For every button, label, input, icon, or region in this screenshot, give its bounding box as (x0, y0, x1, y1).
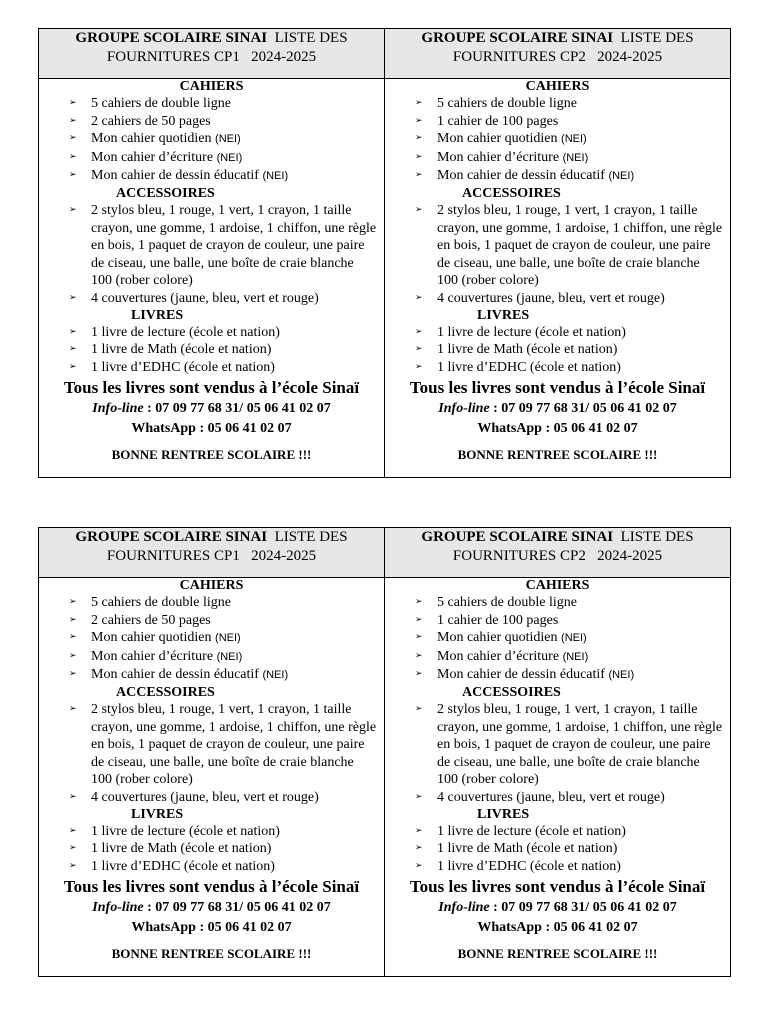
section-title-livres: LIVRES (477, 307, 530, 323)
arrowhead-bullet-icon: ➢ (415, 115, 423, 126)
list-item (385, 341, 730, 359)
list-item (39, 789, 384, 807)
arrowhead-bullet-icon: ➢ (415, 292, 423, 303)
list-header-cp1 (39, 29, 385, 79)
item-text: 1 cahier de 100 pages (437, 113, 559, 129)
school-name: GROUPE SCOLAIRE SINAI (75, 529, 268, 545)
arrowhead-bullet-icon: ➢ (69, 170, 77, 181)
arrowhead-bullet-icon: ➢ (415, 204, 423, 215)
list-item (39, 359, 384, 377)
arrowhead-bullet-icon: ➢ (69, 860, 77, 871)
books-sold-notice: Tous les livres sont vendus à l’école Sinaï (409, 378, 706, 398)
list-title-grade-year: FOURNITURES CP1 2024-2025 (106, 548, 317, 564)
item-text: 5 cahiers de double ligne (437, 595, 577, 610)
item-text: 1 livre de lecture (école et nation) (91, 823, 280, 839)
arrowhead-bullet-icon: ➢ (69, 98, 77, 108)
section-title-livres: LIVRES (131, 307, 184, 323)
infoline-contact (39, 399, 384, 418)
greeting-text: BONNE RENTREE SCOLAIRE !!! (111, 946, 312, 962)
arrowhead-bullet-icon: ➢ (69, 151, 77, 162)
infoline-numbers: : 07 09 77 68 31/ 05 06 41 02 07 (489, 900, 677, 916)
item-text: Mon cahier d’écriture (437, 149, 560, 165)
arrowhead-bullet-icon: ➢ (69, 825, 77, 836)
livres-list (39, 324, 384, 377)
infoline-numbers: : 07 09 77 68 31/ 05 06 41 02 07 (143, 900, 331, 916)
publisher-tag: (NEI) (216, 151, 243, 164)
list-item (39, 167, 384, 186)
books-sold-notice: Tous les livres sont vendus à l’école Sinaï (63, 877, 360, 897)
list-item (385, 167, 730, 186)
publisher-tag: (NEI) (215, 632, 241, 645)
item-text: Mon cahier d’écriture (91, 149, 214, 165)
section-title-cahiers: CAHIERS (179, 79, 244, 94)
section-title-livres: LIVRES (131, 806, 184, 822)
list-item (385, 701, 730, 789)
list-item (39, 130, 384, 149)
item-text: Mon cahier de dessin éducatif (437, 667, 605, 683)
item-text: 4 couvertures (jaune, bleu, vert et rouge) (91, 789, 319, 805)
livres-list (385, 823, 730, 876)
arrowhead-bullet-icon: ➢ (69, 597, 77, 607)
list-item (39, 95, 384, 113)
list-item (39, 290, 384, 308)
list-item (39, 202, 384, 290)
publisher-tag: (NEI) (562, 151, 589, 164)
list-item (385, 95, 730, 113)
item-text: 1 livre de Math (école et nation) (437, 342, 618, 358)
arrowhead-bullet-icon: ➢ (415, 326, 423, 337)
list-header-cp2 (385, 528, 731, 578)
list-item (385, 629, 730, 648)
item-text: 1 livre de Math (école et nation) (91, 841, 272, 857)
publisher-tag: (NEI) (262, 170, 289, 183)
infoline-contact (385, 399, 730, 418)
whatsapp-contact: WhatsApp : 05 06 41 02 07 (477, 421, 638, 437)
infoline-label: Info-line (92, 900, 144, 916)
infoline-label: Info-line (92, 401, 144, 417)
arrowhead-bullet-icon: ➢ (69, 133, 77, 144)
list-title-part: LISTE DES (620, 30, 694, 46)
cahiers-list (385, 594, 730, 685)
list-item (39, 858, 384, 876)
books-sold-notice: Tous les livres sont vendus à l’école Sinaï (409, 877, 706, 897)
item-text: 1 livre de Math (école et nation) (437, 841, 618, 857)
arrowhead-bullet-icon: ➢ (415, 151, 423, 162)
list-item (39, 823, 384, 841)
list-title-part: LISTE DES (274, 30, 348, 46)
list-header-cp2 (385, 29, 731, 79)
whatsapp-contact: WhatsApp : 05 06 41 02 07 (131, 920, 292, 936)
livres-list (385, 324, 730, 377)
arrowhead-bullet-icon: ➢ (69, 204, 77, 215)
item-text: Mon cahier quotidien (437, 131, 558, 147)
list-item (39, 149, 384, 168)
list-item (39, 666, 384, 685)
section-title-livres: LIVRES (477, 806, 530, 822)
accessoires-list (39, 202, 384, 308)
publisher-tag: (NEI) (608, 669, 635, 682)
list-item (385, 594, 730, 612)
arrowhead-bullet-icon: ➢ (415, 597, 423, 607)
list-item (385, 789, 730, 807)
item-text: Mon cahier de dessin éducatif (91, 667, 259, 683)
arrowhead-bullet-icon: ➢ (415, 133, 423, 144)
whatsapp-contact: WhatsApp : 05 06 41 02 07 (477, 920, 638, 936)
livres-list (39, 823, 384, 876)
arrowhead-bullet-icon: ➢ (415, 860, 423, 871)
item-text: 2 stylos bleu, 1 rouge, 1 vert, 1 crayon, 1 taille crayon, une gomme, 1 ardoise, 1 chiffon, une règle en bois, 1 paquet de crayon de couleur, une paire de ciseau, une balle, une boîte de craie blanche 100 (rober colore) (437, 701, 723, 788)
section-title-cahiers: CAHIERS (525, 578, 590, 593)
item-text: 1 cahier de 100 pages (437, 612, 559, 628)
list-item (385, 612, 730, 630)
arrowhead-bullet-icon: ➢ (69, 650, 77, 661)
arrowhead-bullet-icon: ➢ (415, 669, 423, 680)
arrowhead-bullet-icon: ➢ (69, 703, 77, 714)
section-title-accessoires: ACCESSOIRES (116, 684, 215, 700)
infoline-label: Info-line (438, 401, 490, 417)
school-name: GROUPE SCOLAIRE SINAI (75, 30, 268, 46)
section-title-cahiers: CAHIERS (179, 578, 244, 593)
list-item (39, 840, 384, 858)
list-item (39, 324, 384, 342)
list-item (385, 648, 730, 667)
item-text: 2 cahiers de 50 pages (91, 612, 211, 628)
section-title-cahiers: CAHIERS (525, 79, 590, 94)
item-text: 4 couvertures (jaune, bleu, vert et rouge) (91, 290, 319, 306)
item-text: 1 livre de lecture (école et nation) (437, 823, 626, 839)
list-item (39, 648, 384, 667)
item-text: 1 livre de Math (école et nation) (91, 342, 272, 358)
item-text: 1 livre d’EDHC (école et nation) (91, 858, 275, 874)
publisher-tag: (NEI) (561, 632, 587, 645)
list-item (39, 629, 384, 648)
publisher-tag: (NEI) (562, 650, 589, 663)
supply-list-table-top (38, 28, 731, 478)
item-text: 5 cahiers de double ligne (91, 595, 231, 610)
item-text: Mon cahier d’écriture (437, 648, 560, 664)
school-name: GROUPE SCOLAIRE SINAI (421, 529, 614, 545)
arrowhead-bullet-icon: ➢ (69, 361, 77, 372)
publisher-tag: (NEI) (561, 133, 587, 146)
cahiers-list (39, 594, 384, 685)
list-item (385, 840, 730, 858)
accessoires-list (385, 202, 730, 308)
arrowhead-bullet-icon: ➢ (415, 791, 423, 802)
item-text: Mon cahier quotidien (91, 630, 212, 646)
list-item (39, 594, 384, 612)
arrowhead-bullet-icon: ➢ (415, 98, 423, 108)
list-item (39, 612, 384, 630)
infoline-numbers: : 07 09 77 68 31/ 05 06 41 02 07 (143, 401, 331, 417)
list-body-cp2 (385, 79, 731, 478)
item-text: Mon cahier quotidien (91, 131, 212, 147)
arrowhead-bullet-icon: ➢ (415, 825, 423, 836)
supply-list-table-bottom (38, 527, 731, 977)
list-item (385, 858, 730, 876)
list-item (385, 113, 730, 131)
list-item (385, 202, 730, 290)
accessoires-list (385, 701, 730, 807)
infoline-numbers: : 07 09 77 68 31/ 05 06 41 02 07 (489, 401, 677, 417)
item-text: 4 couvertures (jaune, bleu, vert et rouge) (437, 789, 665, 805)
list-item (385, 666, 730, 685)
item-text: 1 livre d’EDHC (école et nation) (437, 359, 621, 375)
list-title-part: LISTE DES (620, 529, 694, 545)
list-item (385, 823, 730, 841)
arrowhead-bullet-icon: ➢ (415, 344, 423, 355)
list-body-cp1 (39, 79, 385, 478)
item-text: 2 cahiers de 50 pages (91, 113, 211, 129)
section-title-accessoires: ACCESSOIRES (116, 185, 215, 201)
list-body-cp1 (39, 578, 385, 977)
list-item (385, 149, 730, 168)
infoline-contact (39, 898, 384, 917)
item-text: 1 livre d’EDHC (école et nation) (437, 858, 621, 874)
arrowhead-bullet-icon: ➢ (69, 115, 77, 126)
item-text: 2 stylos bleu, 1 rouge, 1 vert, 1 crayon, 1 taille crayon, une gomme, 1 ardoise, 1 chiffon, une règle en bois, 1 paquet de crayon de couleur, une paire de ciseau, une balle, une boîte de craie blanche 100 (rober colore) (91, 202, 377, 289)
arrowhead-bullet-icon: ➢ (415, 614, 423, 625)
item-text: 2 stylos bleu, 1 rouge, 1 vert, 1 crayon, 1 taille crayon, une gomme, 1 ardoise, 1 chiffon, une règle en bois, 1 paquet de crayon de couleur, une paire de ciseau, une balle, une boîte de craie blanche 100 (rober colore) (91, 701, 377, 788)
publisher-tag: (NEI) (215, 133, 241, 146)
item-text: Mon cahier d’écriture (91, 648, 214, 664)
arrowhead-bullet-icon: ➢ (415, 843, 423, 854)
item-text: 1 livre de lecture (école et nation) (437, 324, 626, 340)
cahiers-list (39, 95, 384, 186)
arrowhead-bullet-icon: ➢ (415, 361, 423, 372)
list-header-cp1 (39, 528, 385, 578)
list-item (385, 359, 730, 377)
item-text: 1 livre de lecture (école et nation) (91, 324, 280, 340)
list-title-grade-year: FOURNITURES CP2 2024-2025 (452, 548, 663, 564)
arrowhead-bullet-icon: ➢ (69, 614, 77, 625)
arrowhead-bullet-icon: ➢ (415, 650, 423, 661)
list-item (385, 324, 730, 342)
arrowhead-bullet-icon: ➢ (415, 632, 423, 643)
infoline-contact (385, 898, 730, 917)
accessoires-list (39, 701, 384, 807)
list-body-cp2 (385, 578, 731, 977)
arrowhead-bullet-icon: ➢ (415, 170, 423, 181)
arrowhead-bullet-icon: ➢ (415, 703, 423, 714)
whatsapp-contact: WhatsApp : 05 06 41 02 07 (131, 421, 292, 437)
item-text: 4 couvertures (jaune, bleu, vert et rouge) (437, 290, 665, 306)
section-title-accessoires: ACCESSOIRES (462, 185, 561, 201)
publisher-tag: (NEI) (608, 170, 635, 183)
publisher-tag: (NEI) (262, 669, 289, 682)
arrowhead-bullet-icon: ➢ (69, 843, 77, 854)
list-item (39, 341, 384, 359)
item-text: Mon cahier de dessin éducatif (437, 168, 605, 184)
item-text: Mon cahier quotidien (437, 630, 558, 646)
cahiers-list (385, 95, 730, 186)
school-name: GROUPE SCOLAIRE SINAI (421, 30, 614, 46)
greeting-text: BONNE RENTREE SCOLAIRE !!! (111, 447, 312, 463)
list-item (385, 130, 730, 149)
list-item (39, 113, 384, 131)
list-title-grade-year: FOURNITURES CP1 2024-2025 (106, 49, 317, 65)
arrowhead-bullet-icon: ➢ (69, 669, 77, 680)
arrowhead-bullet-icon: ➢ (69, 632, 77, 643)
section-title-accessoires: ACCESSOIRES (462, 684, 561, 700)
arrowhead-bullet-icon: ➢ (69, 344, 77, 355)
publisher-tag: (NEI) (216, 650, 243, 663)
list-item (39, 701, 384, 789)
list-title-part: LISTE DES (274, 529, 348, 545)
item-text: 1 livre d’EDHC (école et nation) (91, 359, 275, 375)
arrowhead-bullet-icon: ➢ (69, 326, 77, 337)
item-text: Mon cahier de dessin éducatif (91, 168, 259, 184)
list-item (385, 290, 730, 308)
books-sold-notice: Tous les livres sont vendus à l’école Sinaï (63, 378, 360, 398)
arrowhead-bullet-icon: ➢ (69, 791, 77, 802)
greeting-text: BONNE RENTREE SCOLAIRE !!! (457, 447, 658, 463)
arrowhead-bullet-icon: ➢ (69, 292, 77, 303)
greeting-text: BONNE RENTREE SCOLAIRE !!! (457, 946, 658, 962)
list-title-grade-year: FOURNITURES CP2 2024-2025 (452, 49, 663, 65)
item-text: 5 cahiers de double ligne (91, 96, 231, 111)
infoline-label: Info-line (438, 900, 490, 916)
item-text: 5 cahiers de double ligne (437, 96, 577, 111)
item-text: 2 stylos bleu, 1 rouge, 1 vert, 1 crayon, 1 taille crayon, une gomme, 1 ardoise, 1 chiffon, une règle en bois, 1 paquet de crayon de couleur, une paire de ciseau, une balle, une boîte de craie blanche 100 (rober colore) (437, 202, 723, 289)
